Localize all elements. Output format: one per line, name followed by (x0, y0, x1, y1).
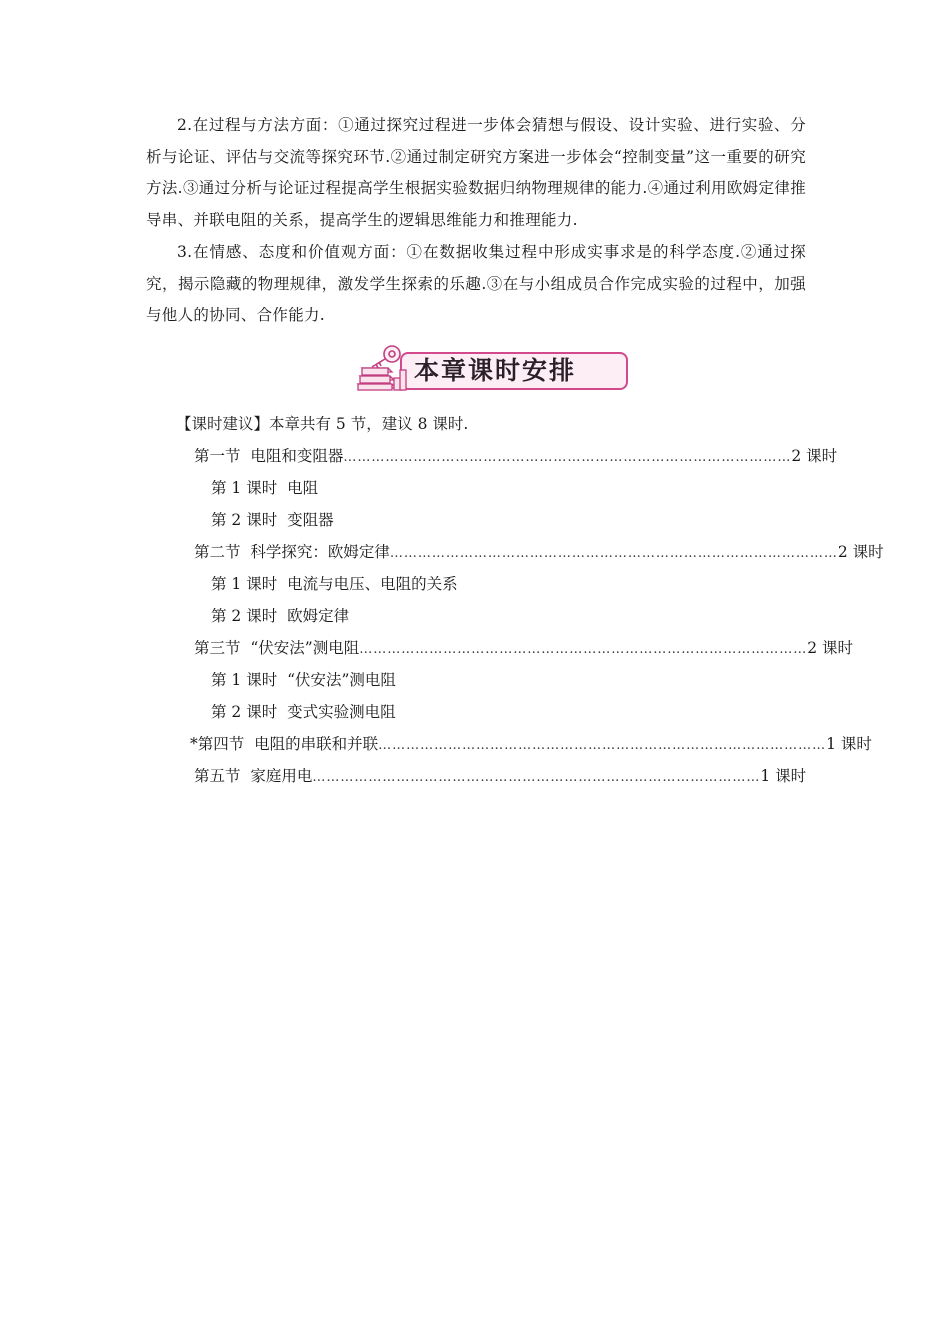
section-row (194, 634, 853, 662)
section-hours: 1 课时 (760, 767, 807, 785)
lesson-row (211, 474, 318, 502)
banner-title: 本章课时安排 (414, 356, 577, 385)
lesson-row (211, 698, 396, 726)
lesson-row (211, 570, 458, 598)
section-label: 第三节 “伏安法”测电阻 (194, 639, 360, 657)
section-row (194, 442, 838, 470)
section-label: 第二节 科学探究：欧姆定律 (194, 543, 390, 561)
section-hours: 1 课时 (826, 735, 872, 753)
leader-dots: …………………………………………………………………………………… (343, 450, 792, 465)
leader-dots: …………………………………………………………………………………… (378, 738, 827, 753)
lesson-row (211, 666, 396, 694)
section-row (194, 538, 884, 566)
lesson-row (211, 506, 334, 534)
leader-dots: …………………………………………………………………………………… (312, 770, 761, 785)
objective-emotion-attitude-paragraph: 3.在情感、态度和价值观方面：①在数据收集过程中形成实事求是的科学态度.②通过探究，揭示隐藏的物理规律，激发学生探索的乐趣.③在与小组成员合作完成实验的过程中，加强与他人的协同、合作能力. (146, 243, 806, 324)
leader-dots: …………………………………………………………………………………… (389, 546, 838, 561)
lesson-row (211, 602, 349, 630)
stacked-books-key-icon (352, 340, 422, 398)
lesson-label: 第 1 课时 电阻 (211, 479, 319, 497)
section-label: 第一节 电阻和变阻器 (194, 447, 344, 465)
lesson-label: 第 1 课时 电流与电压、电阻的关系 (211, 575, 458, 593)
objective-process-method-paragraph: 2.在过程与方法方面：①通过探究过程进一步体会猜想与假设、设计实验、进行实验、分析与论证、评估与交流等探究环节.②通过制定研究方案进一步体会“控制变量”这一重要的研究方法.③通过分析与论证过程提高学生根据实验数据归纳物理规律的能力.④通过利用欧姆定律推导串、并联电阻的关系，提高学生的逻辑思维能力和推理能力. (146, 116, 806, 229)
section-hours: 2 课时 (837, 543, 884, 561)
schedule-intro (176, 410, 468, 438)
section-hours: 2 课时 (807, 639, 853, 657)
lesson-label: 第 1 课时 “伏安法”测电阻 (211, 671, 396, 689)
section-row (190, 730, 872, 758)
leader-dots: …………………………………………………………………………………… (359, 642, 808, 657)
lesson-label: 第 2 课时 变式实验测电阻 (211, 703, 396, 721)
schedule-intro-text: 【课时建议】本章共有 5 节，建议 8 课时. (176, 415, 469, 433)
section-row (194, 762, 807, 790)
section-hours: 2 课时 (791, 447, 838, 465)
lesson-label: 第 2 课时 变阻器 (211, 511, 334, 529)
section-label: 第五节 家庭用电 (194, 767, 313, 785)
lesson-label: 第 2 课时 欧姆定律 (211, 607, 350, 625)
section-label: *第四节 电阻的串联和并联 (190, 735, 379, 753)
chapter-schedule-banner (352, 340, 632, 398)
